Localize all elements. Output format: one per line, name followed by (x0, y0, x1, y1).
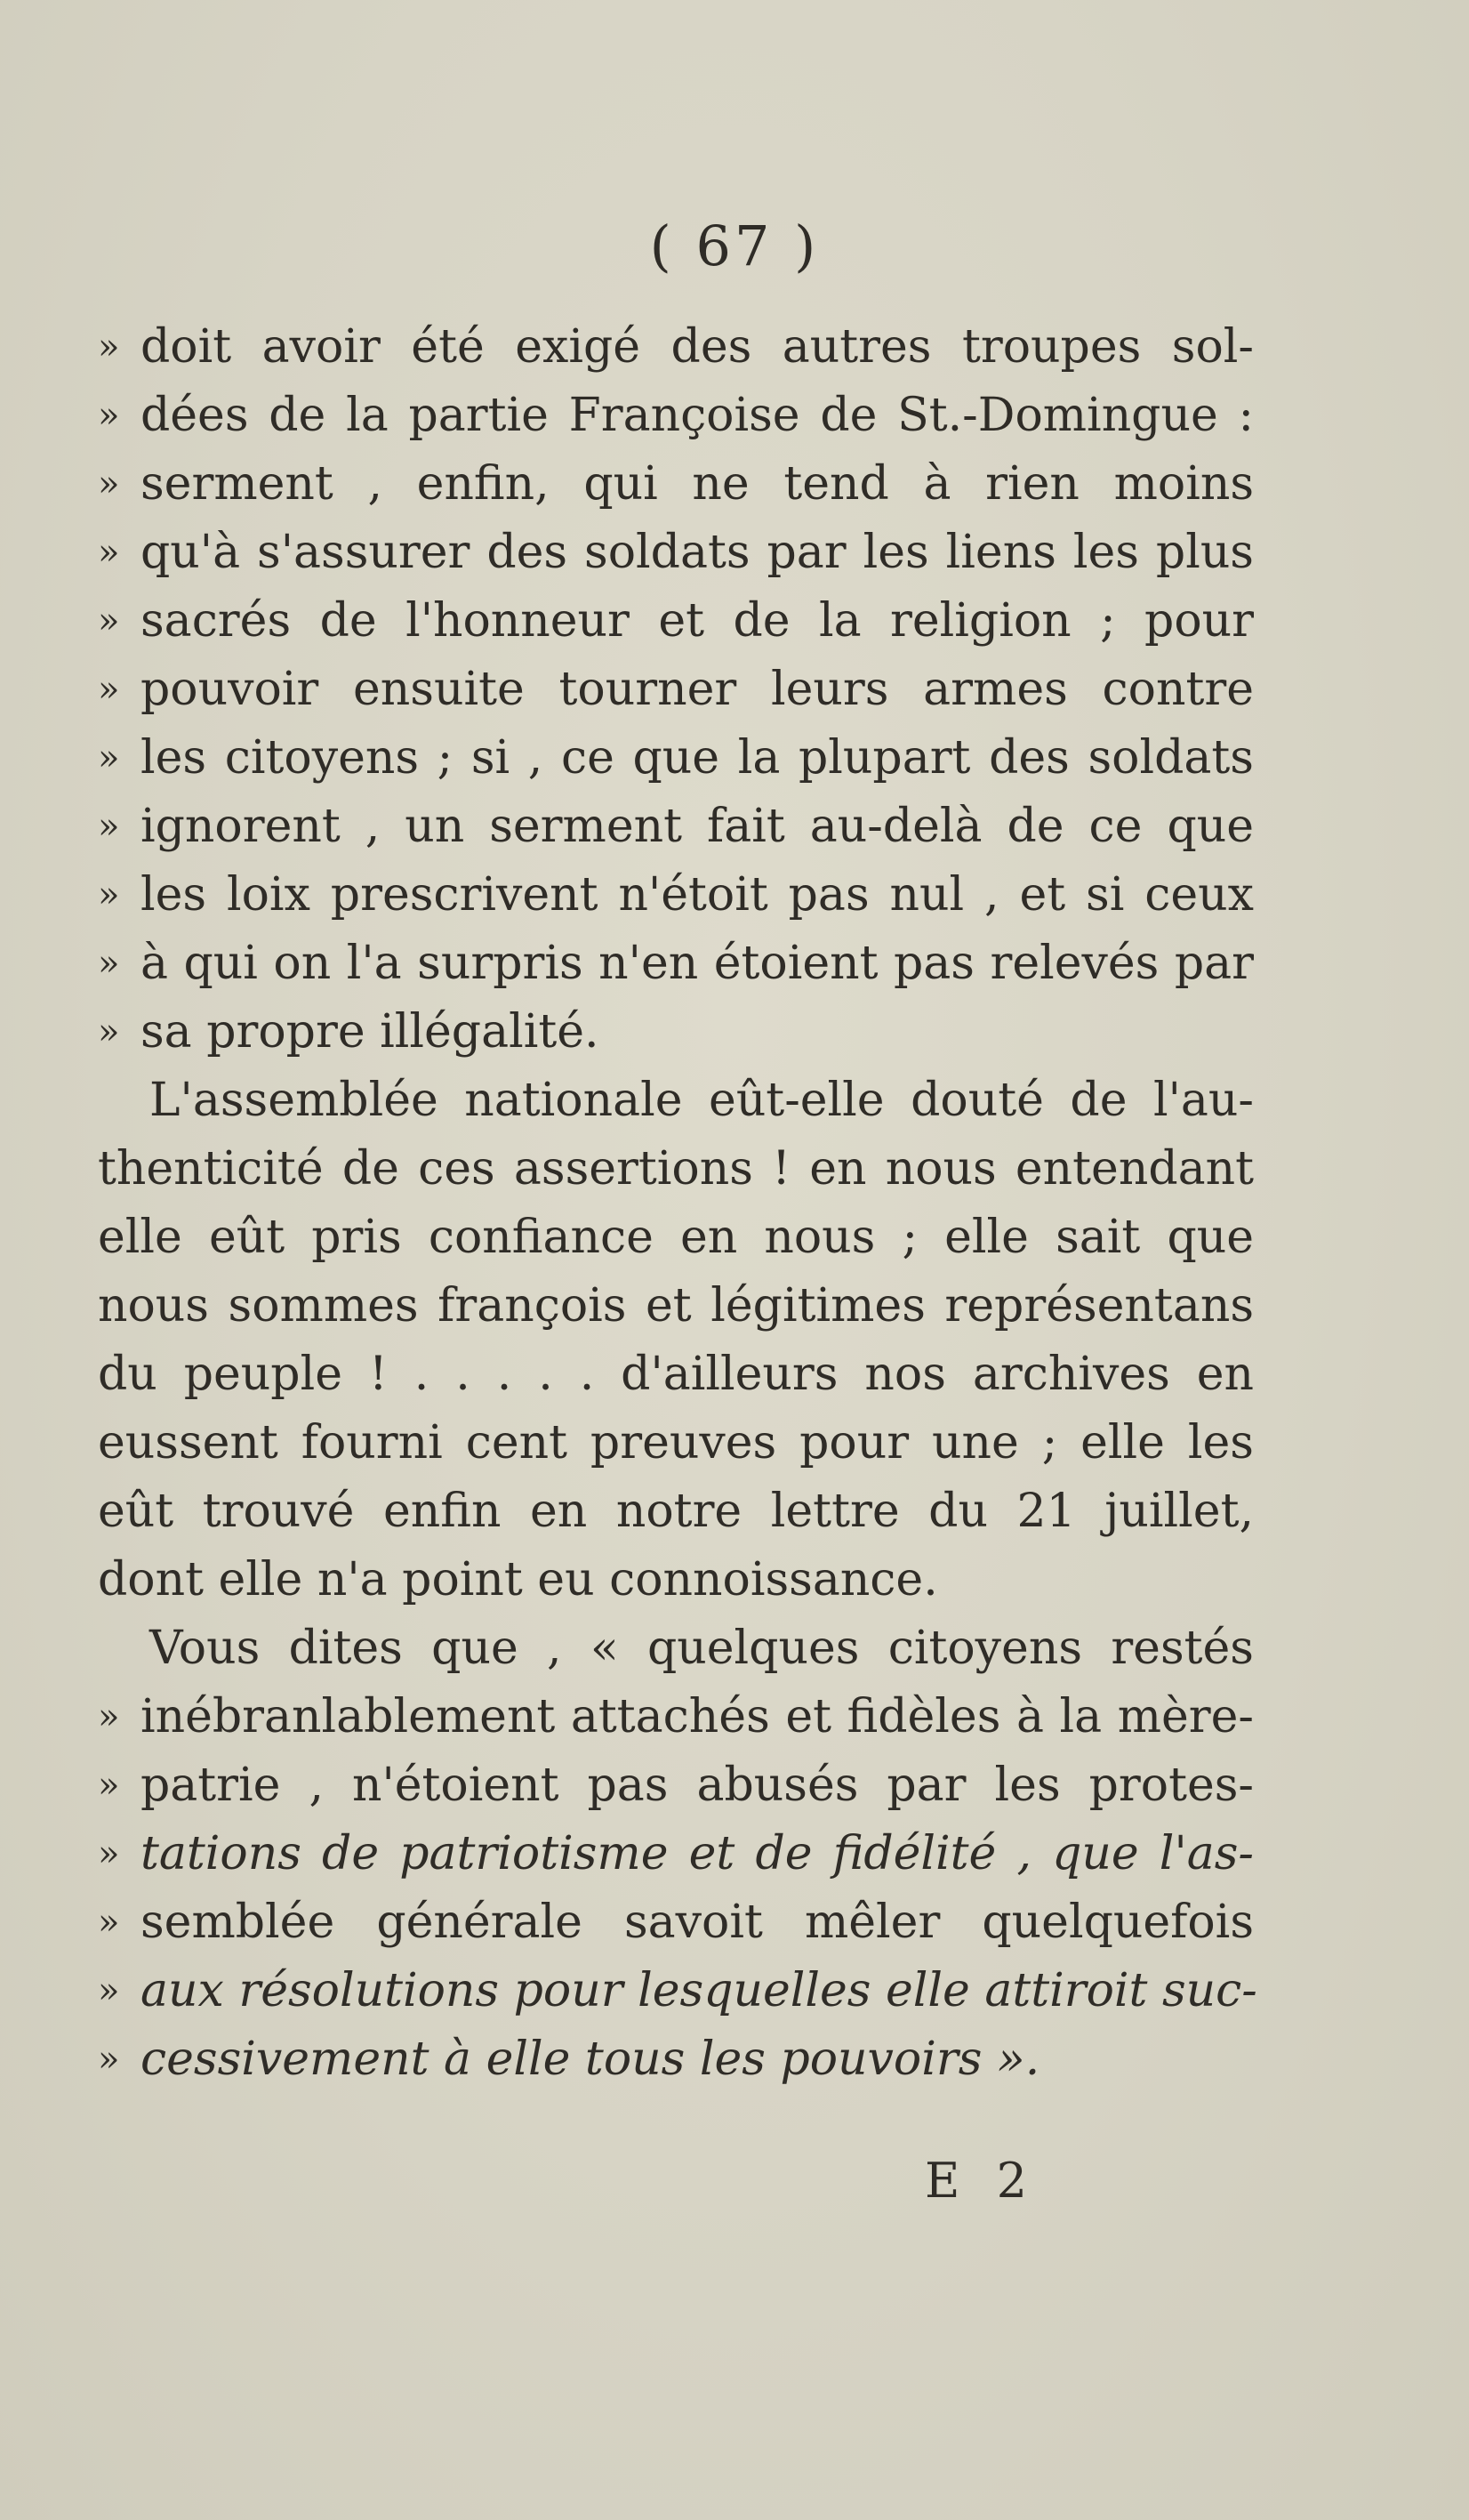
quoted-line (98, 587, 1254, 656)
line-text: inébranlablement attachés et fidèles à la mère- (140, 1690, 1254, 1743)
line-text: thenticité de ces assertions ! en nous entendant (98, 1142, 1254, 1196)
paragraph-line (98, 1341, 1254, 1409)
paragraph-line (98, 1067, 1254, 1135)
paragraph-line (98, 1204, 1254, 1272)
quoted-line (98, 1820, 1254, 1888)
line-text: serment , enfin, qui ne tend à rien moins (140, 457, 1254, 511)
quote-mark: » (98, 1970, 120, 2011)
quoted-line (98, 1751, 1254, 1820)
line-text: les citoyens ; si , ce que la plupart des soldats (140, 731, 1254, 785)
quote-mark: » (98, 532, 120, 573)
page-number: ( 67 ) (649, 213, 820, 278)
line-text: qu'à s'assurer des soldats par les liens les plus (140, 526, 1254, 579)
quote-mark: » (98, 669, 120, 710)
line-text: semblée générale savoit mêler quelquefois (140, 1896, 1254, 1949)
line-text: dont elle n'a point eu connoissance. (98, 1553, 938, 1606)
quoted-line (98, 724, 1254, 793)
line-text: aux résolutions pour lesquelles elle attiroit suc- (140, 1964, 1257, 2017)
page-text (98, 313, 1257, 2094)
quoted-line (98, 519, 1254, 587)
line-text: elle eût pris confiance en nous ; elle sait que (98, 1211, 1254, 1264)
line-text: L'assemblée nationale eût-elle douté de l'au- (149, 1074, 1254, 1127)
quoted-line (98, 313, 1254, 382)
quote-mark: » (98, 600, 120, 641)
quote-mark: » (98, 1011, 120, 1052)
line-text: sacrés de l'honneur et de la religion ; pour (140, 594, 1254, 648)
quote-mark: » (98, 1902, 120, 1943)
quoted-line (98, 656, 1254, 724)
paragraph-line (98, 1409, 1254, 1477)
quoted-line (98, 861, 1254, 930)
quote-mark: » (98, 806, 120, 847)
quoted-line (98, 1683, 1254, 1751)
paragraph-line (98, 1477, 1254, 1546)
paragraph-line (98, 1614, 1254, 1683)
signature-mark: E 2 (925, 2153, 1038, 2209)
line-text: du peuple ! . . . . . d'ailleurs nos archives en (98, 1348, 1254, 1401)
quote-mark: » (98, 463, 120, 504)
quote-mark: » (98, 1765, 120, 1806)
quoted-line (98, 382, 1254, 450)
line-text: les loix prescrivent n'étoit pas nul , et si ceux (140, 868, 1254, 922)
quoted-line (98, 793, 1254, 861)
line-text: nous sommes françois et légitimes représentans (98, 1279, 1254, 1332)
line-text: eût trouvé enfin en notre lettre du 21 juillet, (98, 1485, 1254, 1538)
quoted-line (98, 450, 1254, 519)
paragraph-line (98, 1135, 1254, 1204)
paragraph-line (98, 1546, 1254, 1614)
quoted-line (98, 2025, 1254, 2094)
paragraph-line (98, 1272, 1254, 1341)
quote-mark: » (98, 326, 120, 367)
quoted-line (98, 998, 1254, 1067)
quote-mark: » (98, 943, 120, 984)
line-text: pouvoir ensuite tourner leurs armes contre (140, 663, 1254, 716)
line-text: cessivement à elle tous les pouvoirs ». (140, 2033, 1040, 2086)
quoted-line (98, 930, 1254, 998)
line-text: patrie , n'étoient pas abusés par les protes- (140, 1759, 1254, 1812)
quote-mark: » (98, 1696, 120, 1737)
line-text: doit avoir été exigé des autres troupes sol- (140, 320, 1254, 374)
quote-mark: » (98, 2039, 120, 2080)
line-text: sa propre illégalité. (140, 1005, 599, 1059)
line-text: ignorent , un serment fait au-delà de ce que (140, 800, 1254, 853)
line-text: tations de patriotisme et de fidélité , que l'as- (140, 1827, 1254, 1880)
quote-mark: » (98, 874, 120, 915)
quoted-line (98, 1957, 1257, 2025)
line-text: dées de la partie Françoise de St.-Domingue : (140, 389, 1254, 442)
quote-mark: » (98, 395, 120, 436)
quote-mark: » (98, 737, 120, 778)
line-text: à qui on l'a surpris n'en étoient pas relevés par (140, 937, 1254, 990)
quoted-line (98, 1888, 1254, 1957)
quote-mark: » (98, 1833, 120, 1874)
line-text: eussent fourni cent preuves pour une ; elle les (98, 1416, 1254, 1469)
line-text: Vous dites que , « quelques citoyens restés (149, 1622, 1254, 1675)
